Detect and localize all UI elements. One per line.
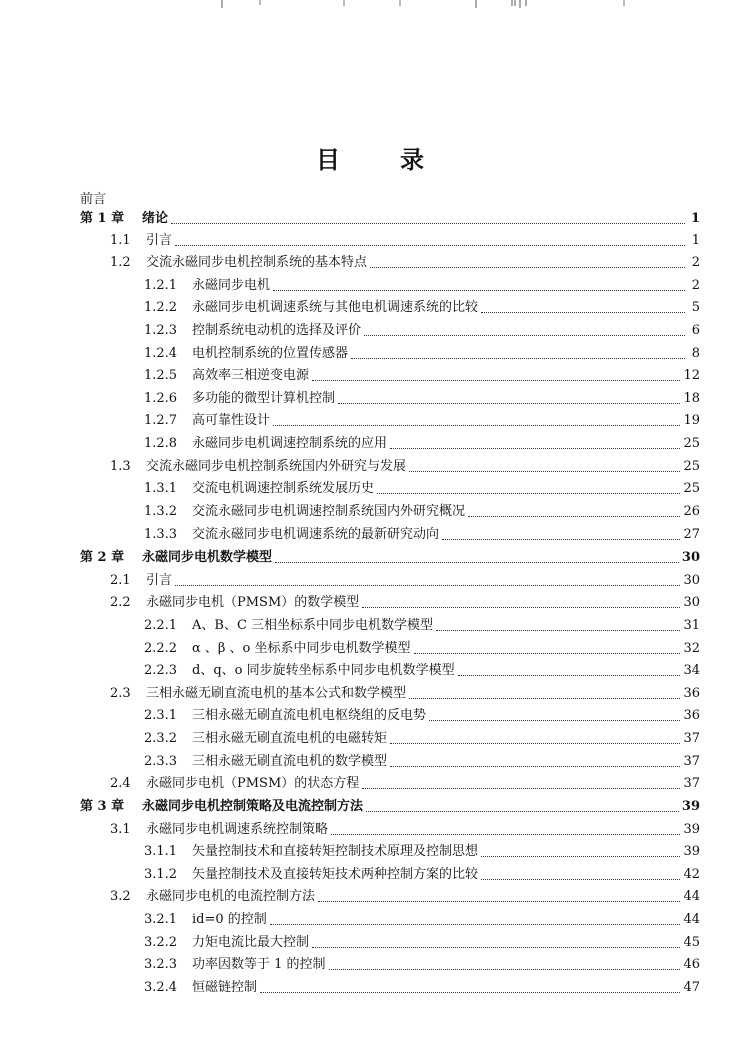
toc-entry-number: 1.2.7 [144,413,178,428]
toc-entry-number: 3.2.2 [144,935,178,950]
toc-entry-title: α 、β 、o 坐标系中同步电机数学模型 [192,641,411,656]
toc-dot-leader [409,471,680,472]
toc-page-number: 37 [683,776,700,791]
toc-entry-number: 1.1 [110,233,131,248]
toc-page-number: 39 [681,799,700,814]
toc-entry-title: 交流电机调速控制系统发展历史 [192,481,375,496]
toc-entry-title: 永磁同步电机 [192,278,271,293]
toc-entry[interactable] [144,345,700,363]
toc-page-number: 36 [683,708,700,723]
toc-entry-number: 2.3.3 [144,754,178,769]
toc-entry-number: 2.1 [110,573,131,588]
toc-entry-number: 1.2.1 [144,278,178,293]
toc-entry-number: 2.2.3 [144,663,178,678]
toc-page-number: 30 [683,595,700,610]
toc-entry[interactable] [110,458,700,476]
toc-page-number: 6 [691,323,700,338]
toc-entry[interactable] [144,277,700,295]
toc-entry-number: 1.2.6 [144,391,178,406]
toc-entry-title: 交流永磁同步电机控制系统国内外研究与发展 [146,459,407,474]
toc-page-number: 27 [683,527,700,542]
toc-dot-leader [366,811,679,812]
toc-entry[interactable] [80,798,700,816]
toc-entry-title: 永磁同步电机控制策略及电流控制方法 [142,799,364,814]
toc-dot-leader [273,425,680,426]
toc-page-number: 2 [691,255,700,270]
toc-dot-leader [468,516,680,517]
toc-page-number: 12 [683,368,700,383]
toc-entry-title: 恒磁链控制 [192,980,258,995]
toc-entry-title: 高可靠性设计 [192,413,271,428]
toc-entry-title: 永磁同步电机（PMSM）的状态方程 [146,776,360,791]
toc-dot-leader [429,720,680,721]
toc-entry-number: 2.2.1 [144,618,178,633]
toc-page-number: 36 [683,686,700,701]
toc-entry[interactable] [110,821,700,839]
toc-dot-leader [171,223,685,224]
toc-entry-title: 三相永磁无刷直流电机电枢绕组的反电势 [192,708,427,723]
toc-page-number: 32 [683,641,700,656]
toc-dot-leader [377,493,680,494]
toc-dot-leader [312,380,680,381]
toc-dot-leader [175,245,685,246]
toc-dot-leader [318,901,680,902]
toc-page-number: 1 [690,211,700,226]
toc-dot-leader [270,924,681,925]
toc-entry-title: 永磁同步电机（PMSM）的数学模型 [146,595,360,610]
toc-entry-title: 永磁同步电机调速控制系统的应用 [192,436,388,451]
toc-page-number: 34 [683,663,700,678]
toc-entry-title: 功率因数等于 1 的控制 [192,957,326,972]
toc-entry-title: id=0 的控制 [192,912,267,927]
toc-page-number: 8 [691,346,700,361]
toc-entry-number: 2.3.2 [144,731,178,746]
toc-page-number: 18 [683,391,700,406]
page-title [0,140,742,175]
toc-entry-title: 绪论 [142,211,169,226]
toc-entry-title: 矢量控制技术及直接转矩技术两种控制方案的比较 [192,867,479,882]
toc-entry-number: 1.3.3 [144,527,178,542]
toc-entry[interactable] [110,775,700,793]
toc-entry[interactable] [144,730,700,748]
toc-entry-number: 1.2.3 [144,323,178,338]
toc-dot-leader [362,607,680,608]
toc-entry-number: 3.2.4 [144,980,178,995]
toc-entry-number: 2.3.1 [144,708,178,723]
toc-dot-leader [390,766,680,767]
toc-entry-title: 控制系统电动机的选择及评价 [192,323,362,338]
toc-entry[interactable] [110,594,700,612]
toc-page-number: 30 [683,573,700,588]
toc-dot-leader [273,290,685,291]
toc-page-number: 44 [683,889,700,904]
toc-dot-leader [338,403,680,404]
toc-page-number: 47 [683,980,700,995]
toc-dot-leader [331,834,680,835]
toc-entry-number: 2.4 [110,776,131,791]
toc-entry[interactable] [110,232,700,250]
toc-entry[interactable] [144,956,700,974]
toc-entry[interactable] [144,640,700,658]
toc-page-number: 25 [683,481,700,496]
toc-page-number: 42 [683,867,700,882]
toc-dot-leader [329,969,681,970]
toc-entry-title: 三相永磁无刷直流电机的电磁转矩 [192,731,388,746]
toc-entry-title: 多功能的微型计算机控制 [192,391,336,406]
toc-page-number: 37 [683,731,700,746]
toc-dot-leader [442,539,680,540]
toc-entry-title: 三相永磁无刷直流电机的数学模型 [192,754,388,769]
toc-entry[interactable] [144,526,700,544]
toc-page-number: 45 [683,935,700,950]
toc-entry-number: 2.2 [110,595,131,610]
toc-dot-leader [481,312,685,313]
toc-entry-number: 1.3.2 [144,504,178,519]
toc-entry-number: 1.2.4 [144,346,178,361]
toc-entry-number: 3.2.1 [144,912,178,927]
toc-entry[interactable] [144,707,700,725]
toc-entry-title: 永磁同步电机调速系统控制策略 [146,822,329,837]
toc-dot-leader [175,585,680,586]
toc-entry-title: 永磁同步电机数学模型 [142,550,273,565]
toc-entry-title: 引言 [146,233,173,248]
toc-page-number: 26 [683,504,700,519]
toc-dot-leader [414,653,681,654]
toc-entry-title: d、q、o 同步旋转坐标系中同步电机数学模型 [192,663,455,678]
toc-entry[interactable] [110,888,700,906]
toc-entry[interactable] [144,753,700,771]
toc-entry-title: 交流永磁同步电机控制系统的基本特点 [146,255,368,270]
toc-entry-number: 3.2.3 [144,957,178,972]
toc-entry-number: 第 1 章 [80,211,125,226]
toc-dot-leader [436,630,680,631]
toc-dot-leader [409,698,680,699]
toc-entry[interactable] [144,435,700,453]
toc-entry[interactable] [144,979,700,997]
toc-entry[interactable] [144,322,700,340]
toc-entry-title: 矢量控制技术和直接转矩控制技术原理及控制思想 [192,844,479,859]
toc-dot-leader [351,358,685,359]
toc-entry-number: 3.1.2 [144,867,178,882]
toc-entry-number: 1.3.1 [144,481,178,496]
toc-page-number: 5 [691,300,700,315]
toc-page-number: 1 [691,233,700,248]
page-title-char-1: 目 [316,145,342,174]
scan-edge-marks [0,0,742,14]
toc-dot-leader [481,879,680,880]
toc-dot-leader [370,267,685,268]
toc-entry-number: 1.2 [110,255,131,270]
toc-entry[interactable] [144,843,700,861]
toc-entry[interactable] [80,549,700,567]
toc-entry[interactable] [144,934,700,952]
toc-entry-number: 第 2 章 [80,550,125,565]
toc-entry-title: 交流永磁同步电机调速控制系统国内外研究概况 [192,504,466,519]
toc-entry-number: 2.3 [110,686,131,701]
toc-entry-title: 力矩电流比最大控制 [192,935,310,950]
toc-entry-number: 第 3 章 [80,799,125,814]
toc-entry[interactable] [110,572,700,590]
toc-entry[interactable] [144,412,700,430]
toc-entry-title: A、B、C 三相坐标系中同步电机数学模型 [192,618,434,633]
toc-entry-number: 1.2.5 [144,368,178,383]
toc-preface: 前言 [80,192,107,207]
toc-page-number: 39 [683,822,700,837]
toc-dot-leader [390,743,680,744]
toc-entry-title: 电机控制系统的位置传感器 [192,346,349,361]
toc-entry-number: 3.1 [110,822,131,837]
toc-page-number: 39 [683,844,700,859]
toc-page-number: 25 [683,459,700,474]
toc-dot-leader [481,856,680,857]
toc-entry[interactable] [144,299,700,317]
toc-entry[interactable] [144,390,700,408]
toc-entry[interactable] [144,662,700,680]
toc-dot-leader [275,562,679,563]
toc-dot-leader [312,947,680,948]
toc-entry-number: 2.2.2 [144,641,178,656]
toc-dot-leader [362,788,680,789]
toc-dot-leader [390,448,680,449]
toc-entry[interactable] [144,480,700,498]
toc-entry[interactable] [144,866,700,884]
toc-entry-number: 1.3 [110,459,131,474]
toc-page-number: 25 [683,436,700,451]
toc-entry-title: 交流永磁同步电机调速系统的最新研究动向 [192,527,440,542]
toc-page-number: 31 [683,618,700,633]
toc-entry-title: 引言 [146,573,173,588]
toc-page-number: 44 [683,912,700,927]
toc-dot-leader [458,675,681,676]
toc-page-number: 37 [683,754,700,769]
toc-entry-number: 1.2.2 [144,300,178,315]
toc-entry-number: 1.2.8 [144,436,178,451]
toc-page-number: 19 [683,413,700,428]
toc-page-number: 30 [681,550,700,565]
toc-page-number: 46 [683,957,700,972]
toc-entry[interactable] [144,503,700,521]
toc-entry-number: 3.1.1 [144,844,178,859]
toc-entry-number: 3.2 [110,889,131,904]
toc-entry[interactable] [110,685,700,703]
toc-dot-leader [364,335,685,336]
toc-entry-title: 三相永磁无刷直流电机的基本公式和数学模型 [146,686,407,701]
toc-entry[interactable] [144,367,700,385]
toc-entry[interactable] [80,210,700,228]
toc-entry[interactable] [144,911,700,929]
toc-entry-title: 高效率三相逆变电源 [192,368,310,383]
toc-entry-title: 永磁同步电机的电流控制方法 [146,889,316,904]
toc-entry-title: 永磁同步电机调速系统与其他电机调速系统的比较 [192,300,479,315]
toc-entry[interactable] [144,617,700,635]
toc-entry[interactable] [110,254,700,272]
page-title-char-2: 录 [400,145,426,174]
toc-page-number: 2 [691,278,700,293]
toc-dot-leader [260,992,680,993]
